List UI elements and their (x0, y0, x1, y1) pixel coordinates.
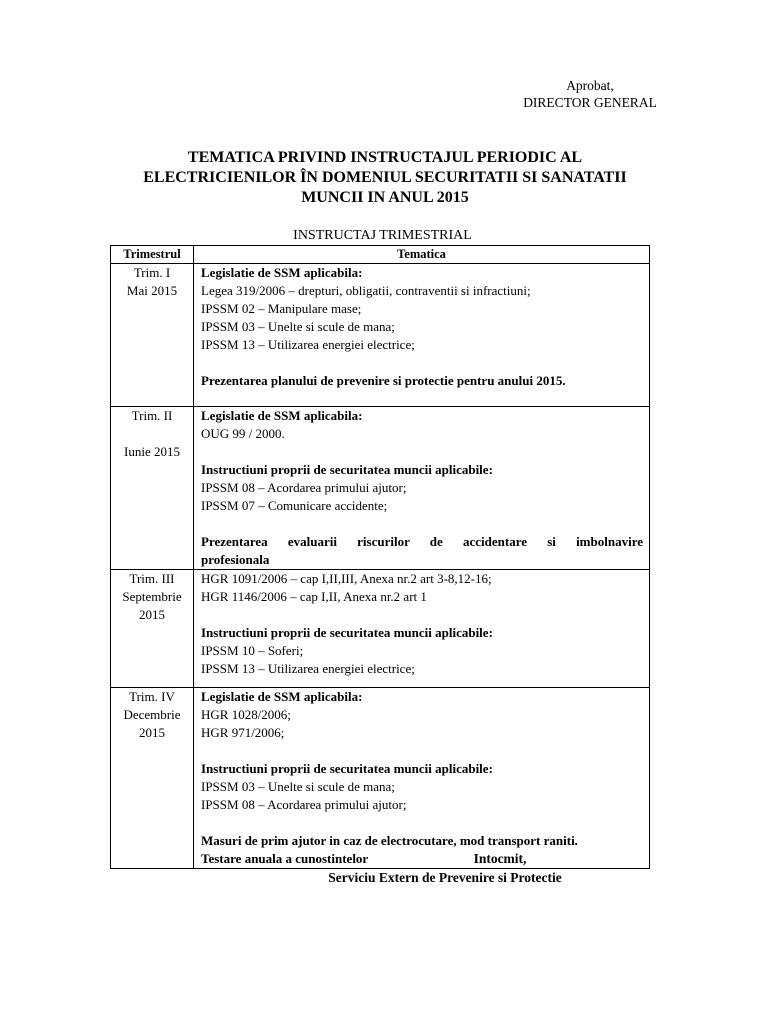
closing-note: Masuri de prim ajutor in caz de electrocutare, mod transport raniti. (201, 833, 578, 848)
section-heading: Legislatie de SSM aplicabila: (201, 408, 363, 423)
list-item: OUG 99 / 2000. (201, 426, 285, 441)
closing-note: Testare anuala a cunostintelor (201, 851, 369, 866)
section-heading: Instructiuni proprii de securitatea muncii aplicabile: (201, 462, 493, 477)
list-item: IPSSM 08 – Acordarea primului ajutor; (201, 797, 407, 812)
quarter-cell (111, 570, 194, 688)
quarter-label: Trim. III (129, 571, 175, 586)
title-line: ELECTRICIENILOR ÎN DOMENIUL SECURITATII SI SANATATII (143, 169, 627, 186)
table-header-row (111, 246, 650, 264)
list-item: HGR 1091/2006 – cap I,II,III, Anexa nr.2 art 3-8,12-16; (201, 571, 492, 586)
list-item: IPSSM 02 – Manipulare mase; (201, 301, 362, 316)
header-quarter: Trimestrul (111, 246, 194, 264)
prepared-by-org: Serviciu Extern de Prevenire si Protectie (328, 870, 562, 885)
quarter-date: Mai 2015 (126, 283, 178, 298)
quarter-year: 2015 (139, 607, 165, 622)
quarter-cell (111, 407, 194, 570)
list-item: IPSSM 13 – Utilizarea energiei electrice; (201, 337, 415, 352)
quarter-cell (111, 264, 194, 407)
section-heading: Instructiuni proprii de securitatea muncii aplicabile: (201, 761, 493, 776)
document-title (120, 148, 650, 208)
list-item: IPSSM 08 – Acordarea primului ajutor; (201, 480, 407, 495)
section-heading: Legislatie de SSM aplicabila: (201, 265, 363, 280)
closing-note: profesionala (201, 552, 270, 567)
prepared-by-label: Intocmit, (473, 851, 527, 866)
list-item: Legea 319/2006 – drepturi, obligatii, contraventii si infractiuni; (201, 283, 531, 298)
list-item: IPSSM 13 – Utilizarea energiei electrice; (201, 661, 415, 676)
approval-block (490, 77, 690, 111)
table-row (111, 407, 650, 570)
quarter-date: Septembrie (122, 589, 182, 604)
quarter-label: Trim. II (131, 408, 173, 423)
section-heading: Legislatie de SSM aplicabila: (201, 689, 363, 704)
quarter-date: Decembrie (123, 707, 181, 722)
approval-role: DIRECTOR GENERAL (523, 95, 657, 110)
quarter-cell (111, 688, 194, 869)
header-topics: Tematica (194, 246, 650, 264)
title-line: MUNCII IN ANUL 2015 (301, 189, 469, 206)
list-item: HGR 1028/2006; (201, 707, 291, 722)
closing-note: Prezentarea evaluarii riscurilor de accidentare si imbolnavire (201, 534, 643, 549)
table-row (111, 570, 650, 688)
list-item: IPSSM 10 – Soferi; (201, 643, 304, 658)
training-table (110, 245, 650, 869)
list-item: HGR 971/2006; (201, 725, 285, 740)
quarter-label: Trim. I (133, 265, 171, 280)
section-heading: Instructiuni proprii de securitatea muncii aplicabile: (201, 625, 493, 640)
document-subtitle: INSTRUCTAJ TRIMESTRIAL (293, 228, 472, 243)
list-item: HGR 1146/2006 – cap I,II, Anexa nr.2 art 1 (201, 589, 427, 604)
list-item: IPSSM 07 – Comunicare accidente; (201, 498, 388, 513)
title-line: TEMATICA PRIVIND INSTRUCTAJUL PERIODIC AL (187, 149, 583, 166)
approval-label: Aprobat, (566, 78, 614, 93)
topics-cell (194, 264, 650, 407)
quarter-date: Iunie 2015 (124, 444, 180, 459)
quarter-year: 2015 (139, 725, 165, 740)
table-row (111, 264, 650, 407)
quarter-label: Trim. IV (129, 689, 175, 704)
topics-cell (194, 688, 650, 869)
list-item: IPSSM 03 – Unelte si scule de mana; (201, 319, 395, 334)
topics-cell (194, 570, 650, 688)
topics-cell (194, 407, 650, 570)
list-item: IPSSM 03 – Unelte si scule de mana; (201, 779, 395, 794)
table-row (111, 688, 650, 869)
closing-note: Prezentarea planului de prevenire si protectie pentru anului 2015. (201, 373, 566, 388)
